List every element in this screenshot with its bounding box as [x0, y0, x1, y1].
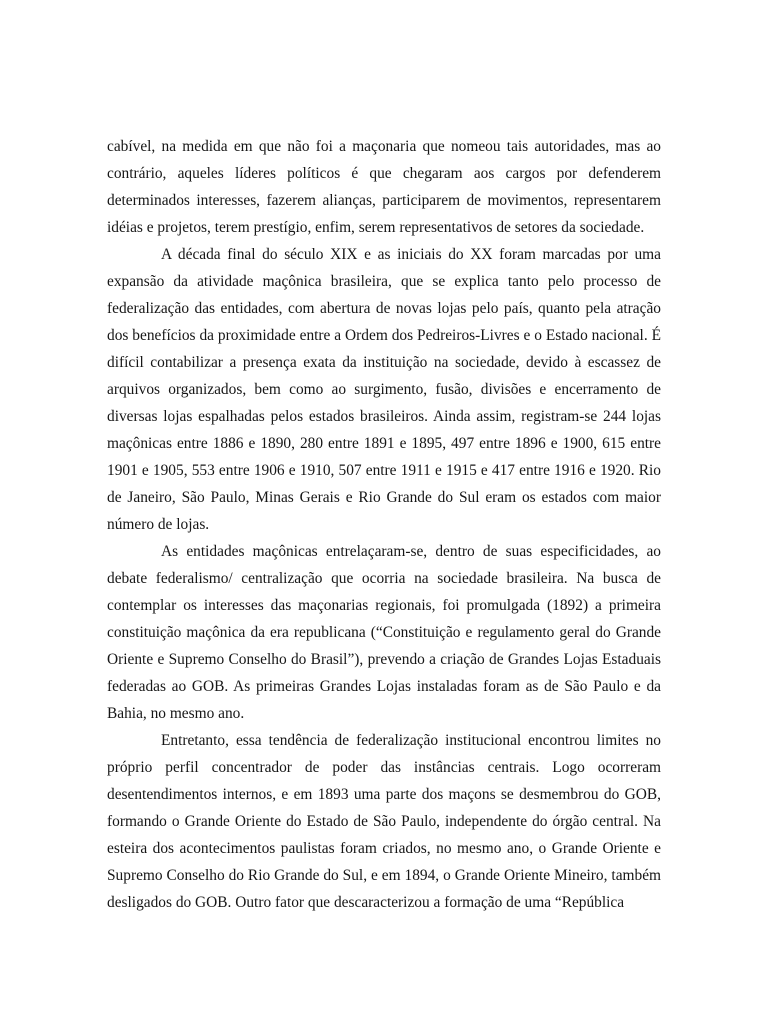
document-body — [107, 133, 661, 916]
paragraph-masonic-expansion: A década final do século XIX e as iniciais do XX foram marcadas por uma expansão da atividade maçônica brasileira, que se explica tanto pelo processo de federalização das entidades, com abertura de novas lojas pelo país, quanto pela atração dos benefícios da proximidade entre a Ordem dos Pedreiros-Livres e o Estado nacional. É difícil contabilizar a presença exata da instituição na sociedade, devido à escassez de arquivos organizados, bem como ao surgimento, fusão, divisões e encerramento de diversas lojas espalhadas pelos estados brasileiros. Ainda assim, registram-se 244 lojas maçônicas entre 1886 e 1890, 280 entre 1891 e 1895, 497 entre 1896 e 1900, 615 entre 1901 e 1905, 553 entre 1906 e 1910, 507 entre 1911 e 1915 e 417 entre 1916 e 1920. Rio de Janeiro, São Paulo, Minas Gerais e Rio Grande do Sul eram os estados com maior número de lojas. — [107, 246, 661, 533]
paragraph-institutional-limits: Entretanto, essa tendência de federalização institucional encontrou limites no próprio perfil concentrador de poder das instâncias centrais. Logo ocorreram desentendimentos internos, e em 1893 uma parte dos maçons se desmembrou do GOB, formando o Grande Oriente do Estado de São Paulo, independente do órgão central. Na esteira dos acontecimentos paulistas foram criados, no mesmo ano, o Grande Oriente e Supremo Conselho do Rio Grande do Sul, e em 1894, o Grande Oriente Mineiro, também desligados do GOB. Outro fator que descaracterizou a formação de uma “República — [107, 732, 661, 911]
paragraph-federalism-debate: As entidades maçônicas entrelaçaram-se, dentro de suas especificidades, ao debate federalismo/ centralização que ocorria na sociedade brasileira. Na busca de contemplar os interesses das maçonarias regionais, foi promulgada (1892) a primeira constituição maçônica da era republicana (“Constituição e regulamento geral do Grande Oriente e Supremo Conselho do Brasil”), prevendo a criação de Grandes Lojas Estaduais federadas ao GOB. As primeiras Grandes Lojas instaladas foram as de São Paulo e da Bahia, no mesmo ano. — [107, 543, 661, 722]
paragraph-continuation: cabível, na medida em que não foi a maçonaria que nomeou tais autoridades, mas ao contrário, aqueles líderes políticos é que chegaram aos cargos por defenderem determinados interesses, fazerem alianças, participarem de movimentos, representarem idéias e projetos, terem prestígio, enfim, serem representativos de setores da sociedade. — [107, 138, 661, 236]
